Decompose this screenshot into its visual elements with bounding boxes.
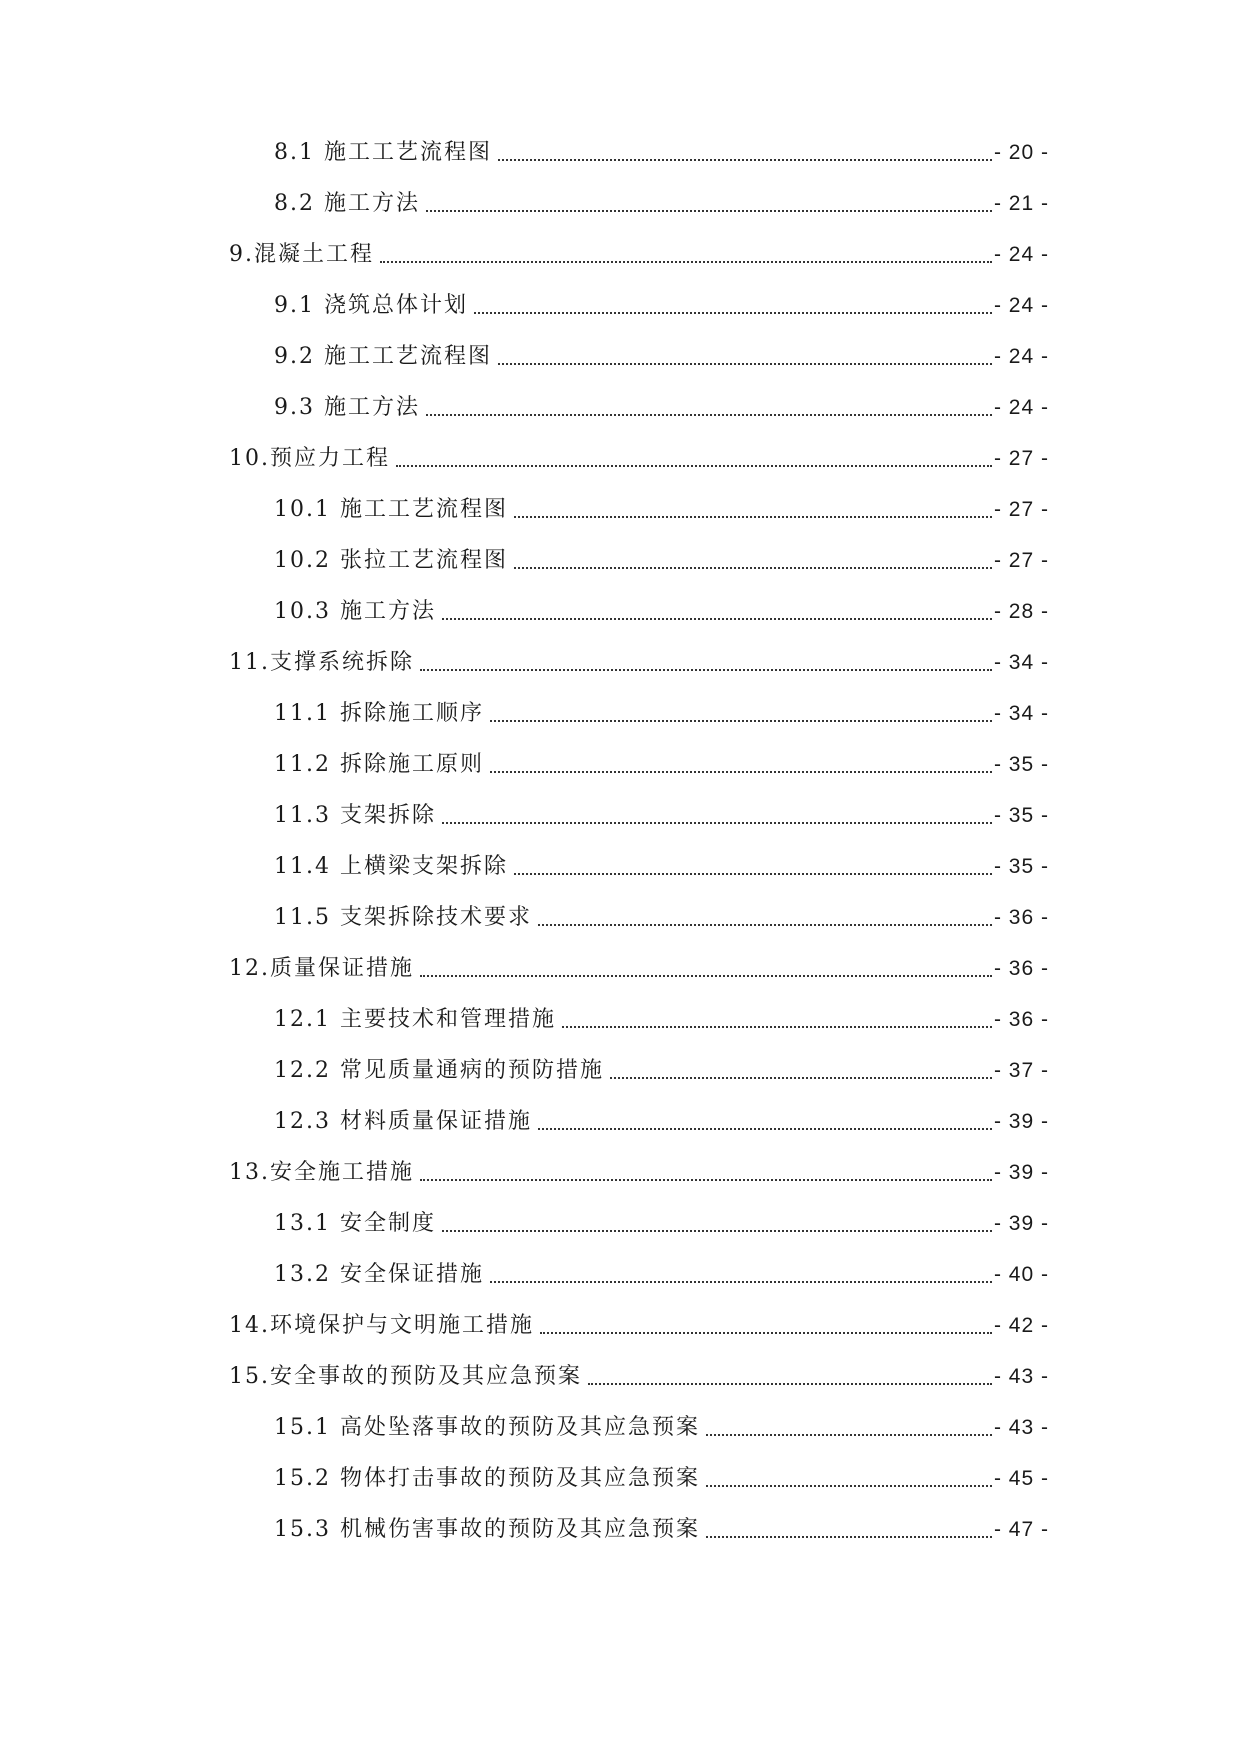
toc-entry[interactable] xyxy=(229,751,1049,802)
toc-entry-page: - 35 - xyxy=(993,804,1049,827)
toc-entry[interactable] xyxy=(229,1363,1049,1414)
toc-entry[interactable] xyxy=(229,343,1049,394)
toc-entry-title: 8.2 施工方法 xyxy=(274,190,424,218)
toc-entry-title: 11.1 拆除施工顺序 xyxy=(274,700,488,728)
toc-entry[interactable] xyxy=(229,1516,1049,1567)
toc-entry-page: - 45 - xyxy=(993,1467,1049,1490)
toc-entry-title: 11.支撑系统拆除 xyxy=(229,649,418,677)
dot-leader xyxy=(490,1261,992,1283)
toc-entry-page: - 36 - xyxy=(993,906,1049,929)
toc-entry-title: 13.安全施工措施 xyxy=(229,1159,418,1187)
toc-entry-page: - 47 - xyxy=(993,1518,1049,1541)
toc-entry-page: - 27 - xyxy=(993,498,1049,521)
toc-entry[interactable] xyxy=(229,853,1049,904)
toc-entry-title: 13.1 安全制度 xyxy=(274,1210,440,1238)
dot-leader xyxy=(562,1006,992,1028)
dot-leader xyxy=(490,700,992,722)
toc-entry-title: 15.3 机械伤害事故的预防及其应急预案 xyxy=(274,1516,704,1544)
toc-entry-page: - 24 - xyxy=(993,396,1049,419)
dot-leader xyxy=(426,190,992,212)
toc-entry-title: 9.1 浇筑总体计划 xyxy=(274,292,472,320)
toc-entry[interactable] xyxy=(229,1108,1049,1159)
toc-entry[interactable] xyxy=(229,496,1049,547)
toc-entry[interactable] xyxy=(229,1057,1049,1108)
toc-entry-title: 12.质量保证措施 xyxy=(229,955,418,983)
toc-entry-title: 11.4 上横梁支架拆除 xyxy=(274,853,512,881)
toc-entry-page: - 42 - xyxy=(993,1314,1049,1337)
toc-entry[interactable] xyxy=(229,598,1049,649)
toc-entry-title: 11.2 拆除施工原则 xyxy=(274,751,488,779)
toc-entry[interactable] xyxy=(229,904,1049,955)
toc-entry[interactable] xyxy=(229,700,1049,751)
dot-leader xyxy=(426,394,992,416)
dot-leader xyxy=(442,802,992,824)
toc-entry-title: 12.1 主要技术和管理措施 xyxy=(274,1006,560,1034)
toc-entry[interactable] xyxy=(229,1465,1049,1516)
toc-entry-title: 9.混凝土工程 xyxy=(229,241,378,269)
dot-leader xyxy=(538,904,992,926)
dot-leader xyxy=(706,1465,992,1487)
toc-entry[interactable] xyxy=(229,394,1049,445)
toc-entry-page: - 36 - xyxy=(993,1008,1049,1031)
toc-entry[interactable] xyxy=(229,1210,1049,1261)
toc-entry-page: - 40 - xyxy=(993,1263,1049,1286)
toc-entry-page: - 27 - xyxy=(993,549,1049,572)
toc-entry-title: 14.环境保护与文明施工措施 xyxy=(229,1312,538,1340)
dot-leader xyxy=(420,1159,992,1181)
toc-entry-page: - 43 - xyxy=(993,1365,1049,1388)
toc-entry[interactable] xyxy=(229,190,1049,241)
dot-leader xyxy=(396,445,992,467)
toc-entry-page: - 35 - xyxy=(993,855,1049,878)
dot-leader xyxy=(442,1210,992,1232)
toc-entry-page: - 24 - xyxy=(993,294,1049,317)
dot-leader xyxy=(420,649,992,671)
dot-leader xyxy=(514,496,992,518)
toc-entry[interactable] xyxy=(229,547,1049,598)
dot-leader xyxy=(706,1516,992,1538)
toc-entry-title: 9.3 施工方法 xyxy=(274,394,424,422)
dot-leader xyxy=(514,853,992,875)
toc-entry-page: - 36 - xyxy=(993,957,1049,980)
toc-entry[interactable] xyxy=(229,1159,1049,1210)
toc-entry[interactable] xyxy=(229,1006,1049,1057)
dot-leader xyxy=(514,547,992,569)
dot-leader xyxy=(610,1057,992,1079)
toc-entry-title: 15.1 高处坠落事故的预防及其应急预案 xyxy=(274,1414,704,1442)
toc-entry-title: 8.1 施工工艺流程图 xyxy=(274,139,496,167)
toc-entry-title: 10.2 张拉工艺流程图 xyxy=(274,547,512,575)
toc-entry-page: - 24 - xyxy=(993,243,1049,266)
toc-entry[interactable] xyxy=(229,1261,1049,1312)
toc-entry-title: 15.安全事故的预防及其应急预案 xyxy=(229,1363,586,1391)
toc-entry-title: 13.2 安全保证措施 xyxy=(274,1261,488,1289)
toc-entry-page: - 37 - xyxy=(993,1059,1049,1082)
dot-leader xyxy=(538,1108,992,1130)
toc-entry-title: 10.预应力工程 xyxy=(229,445,394,473)
toc-entry[interactable] xyxy=(229,649,1049,700)
dot-leader xyxy=(540,1312,992,1334)
table-of-contents xyxy=(229,139,1049,1567)
toc-entry-page: - 35 - xyxy=(993,753,1049,776)
toc-entry-title: 15.2 物体打击事故的预防及其应急预案 xyxy=(274,1465,704,1493)
toc-entry-page: - 34 - xyxy=(993,702,1049,725)
dot-leader xyxy=(380,241,992,263)
toc-entry[interactable] xyxy=(229,1414,1049,1465)
toc-entry-page: - 28 - xyxy=(993,600,1049,623)
toc-entry-page: - 39 - xyxy=(993,1110,1049,1133)
dot-leader xyxy=(706,1414,992,1436)
toc-entry[interactable] xyxy=(229,445,1049,496)
toc-entry-page: - 24 - xyxy=(993,345,1049,368)
toc-entry-title: 12.2 常见质量通病的预防措施 xyxy=(274,1057,608,1085)
toc-entry-page: - 34 - xyxy=(993,651,1049,674)
dot-leader xyxy=(490,751,992,773)
toc-entry[interactable] xyxy=(229,1312,1049,1363)
toc-entry[interactable] xyxy=(229,139,1049,190)
toc-entry-title: 11.5 支架拆除技术要求 xyxy=(274,904,536,932)
dot-leader xyxy=(442,598,992,620)
toc-entry[interactable] xyxy=(229,955,1049,1006)
toc-entry-page: - 27 - xyxy=(993,447,1049,470)
toc-entry[interactable] xyxy=(229,241,1049,292)
toc-entry-page: - 20 - xyxy=(993,141,1049,164)
toc-entry-page: - 21 - xyxy=(993,192,1049,215)
dot-leader xyxy=(588,1363,992,1385)
dot-leader xyxy=(498,343,992,365)
toc-entry-title: 12.3 材料质量保证措施 xyxy=(274,1108,536,1136)
dot-leader xyxy=(498,139,992,161)
dot-leader xyxy=(420,955,992,977)
dot-leader xyxy=(474,292,992,314)
toc-entry-page: - 43 - xyxy=(993,1416,1049,1439)
toc-entry-title: 10.3 施工方法 xyxy=(274,598,440,626)
toc-entry[interactable] xyxy=(229,802,1049,853)
toc-entry-title: 10.1 施工工艺流程图 xyxy=(274,496,512,524)
toc-entry-page: - 39 - xyxy=(993,1212,1049,1235)
toc-entry-page: - 39 - xyxy=(993,1161,1049,1184)
toc-entry[interactable] xyxy=(229,292,1049,343)
toc-entry-title: 11.3 支架拆除 xyxy=(274,802,440,830)
toc-entry-title: 9.2 施工工艺流程图 xyxy=(274,343,496,371)
